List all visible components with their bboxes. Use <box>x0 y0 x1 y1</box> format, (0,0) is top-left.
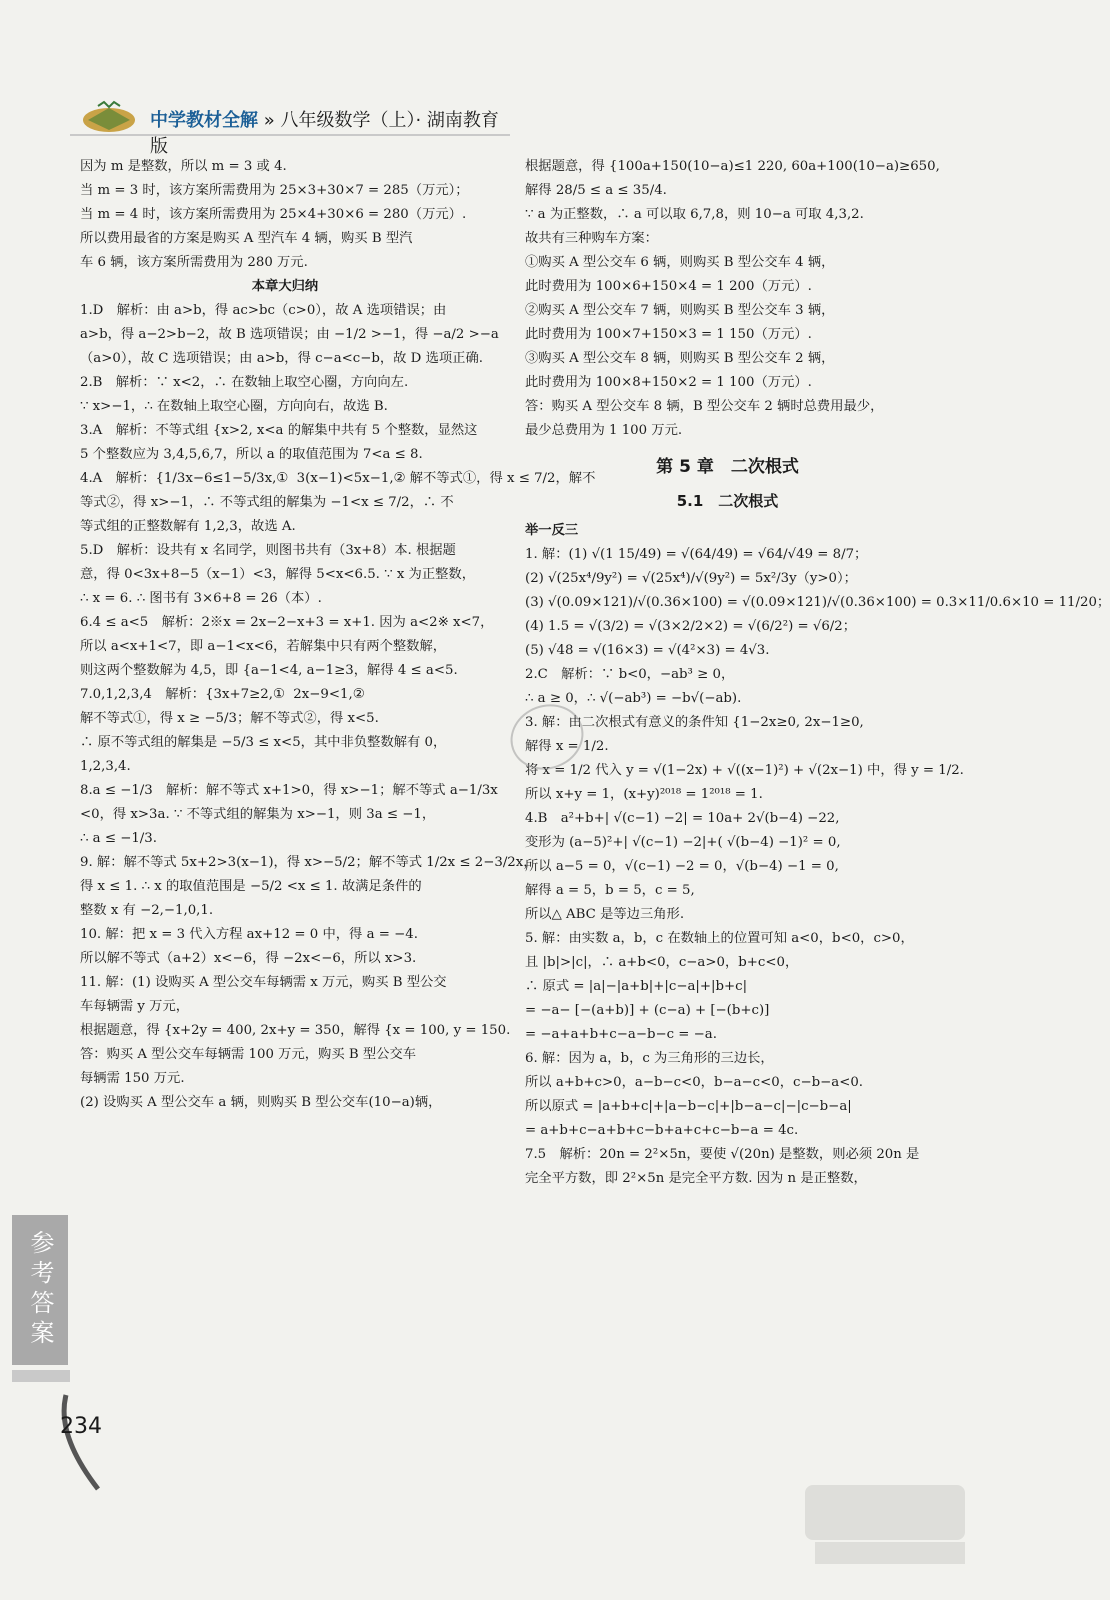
text-line: 所以 a<x+1<7，即 a−1<x<6，若解集中只有两个整数解， <box>80 639 447 654</box>
text-line: 所以费用最省的方案是购买 A 型汽车 4 辆，购买 B 型汽 <box>80 231 413 246</box>
text-line: 每辆需 150 万元. <box>80 1071 185 1086</box>
text-line: 将 x = 1/2 代入 y = √(1−2x) + √((x−1)²) + √(2x−1) 中，得 y = 1/2. <box>525 763 964 778</box>
text-line: 7.0,1,2,3,4 解析：{3x+7≥2,① 2x−9<1,② <box>80 687 365 702</box>
text-line: 意，得 0<3x+8−5（x−1）<3，解得 5<x<6.5. ∵ x 为正整数， <box>80 567 476 582</box>
text-line: 7.5 解析：20n = 2²×5n，要使 √(20n) 是整数，则必须 20n 是 <box>525 1147 920 1162</box>
text-line: 2.C 解析：∵ b<0，−ab³ ≥ 0， <box>525 667 735 682</box>
text-line: 第 5 章 二次根式 <box>656 457 799 477</box>
text-line: 2.B 解析：∵ x<2，∴ 在数轴上取空心圈，方向向左. <box>80 375 409 390</box>
text-line: 完全平方数，即 2²×5n 是完全平方数. 因为 n 是正整数， <box>525 1171 867 1186</box>
text-line: 举一反三 <box>525 523 579 538</box>
text-line: 解得 x = 1/2. <box>525 739 609 754</box>
text-line: ③购买 A 型公交车 8 辆，则购买 B 型公交车 2 辆， <box>525 351 835 366</box>
text-line: ∴ a ≤ −1/3. <box>80 831 157 846</box>
text-line: 故共有三种购车方案： <box>525 231 658 246</box>
text-line: 4.A 解析：{1/3x−6≤1−5/3x,① 3(x−1)<5x−1,② 解不等式①，得 x ≤ 7/2，解不 <box>80 471 596 486</box>
text-line: 此时费用为 100×7+150×3 = 1 150（万元）. <box>525 327 812 342</box>
text-line: 所以解不等式（a+2）x<−6，得 −2x<−6，所以 x>3. <box>80 951 417 966</box>
text-line: 6.4 ≤ a<5 解析：2※x = 2x−2−x+3 = x+1. 因为 a<2※ x<7， <box>80 615 494 630</box>
text-line: ①购买 A 型公交车 6 辆，则购买 B 型公交车 4 辆， <box>525 255 835 270</box>
text-line: 整数 x 有 −2,−1,0,1. <box>80 903 214 918</box>
header-separator-icon: » <box>263 110 275 131</box>
text-line: = −a− [−(a+b)] + (c−a) + [−(b+c)] <box>525 1003 770 1018</box>
text-line: 所以原式 = |a+b+c|+|a−b−c|+|b−a−c|−|c−b−a| <box>525 1099 852 1114</box>
text-line: (3) √(0.09×121)/√(0.36×100) = √(0.09×121)/√(0.36×100) = 0.3×11/0.6×10 = 11/20； <box>525 595 1110 610</box>
text-line: 此时费用为 100×8+150×2 = 1 100（万元）. <box>525 375 812 390</box>
header-title <box>150 106 510 158</box>
text-line: (2) √(25x⁴/9y²) = √(25x⁴)/√(9y²) = 5x²/3y（y>0）； <box>525 571 857 586</box>
text-line: (4) 1.5 = √(3/2) = √(3×2/2×2) = √(6/2²) = √6/2； <box>525 619 857 634</box>
text-line: ②购买 A 型公交车 7 辆，则购买 B 型公交车 3 辆， <box>525 303 835 318</box>
header-rule <box>70 134 510 136</box>
text-line: 5 个整数应为 3,4,5,6,7，所以 a 的取值范围为 7<a ≤ 8. <box>80 447 423 462</box>
text-line: ∵ a 为正整数，∴ a 可以取 6,7,8，则 10−a 可取 4,3,2. <box>525 207 864 222</box>
text-line: 5.1 二次根式 <box>676 492 779 510</box>
text-line: ∴ x = 6. ∴ 图书有 3×6+8 = 26（本）. <box>80 591 322 606</box>
text-line: 车每辆需 y 万元， <box>80 999 190 1014</box>
text-line: 所以△ ABC 是等边三角形. <box>525 907 685 922</box>
text-line: 3.A 解析：不等式组 {x>2, x<a 的解集中共有 5 个整数，显然这 <box>80 423 478 438</box>
text-line: 5. 解：由实数 a，b，c 在数轴上的位置可知 a<0，b<0，c>0， <box>525 931 914 946</box>
text-line: 4.B a²+b+| √(c−1) −2| = 10a+ 2√(b−4) −22, <box>525 811 840 826</box>
text-line: 根据题意，得 {100a+150(10−a)≤1 220, 60a+100(10−a)≥650, <box>525 159 940 174</box>
text-line: 5.D 解析：设共有 x 名同学，则图书共有（3x+8）本. 根据题 <box>80 543 456 558</box>
book-logo-icon <box>80 100 138 134</box>
text-line: a>b，得 a−2>b−2，故 B 选项错误；由 −1/2 >−1，得 −a/2 >−a <box>80 327 499 342</box>
text-line: ∵ x>−1，∴ 在数轴上取空心圈，方向向右，故选 B. <box>80 399 388 414</box>
text-line: 本章大归纳 <box>251 279 319 294</box>
text-line: ∴ 原不等式组的解集是 −5/3 ≤ x<5，其中非负整数解有 0， <box>80 735 447 750</box>
watermark-logo-icon <box>795 1480 975 1570</box>
text-line: 当 m = 3 时，该方案所需费用为 25×3+30×7 = 285（万元）； <box>80 183 469 198</box>
text-line: 车 6 辆，该方案所需费用为 280 万元. <box>80 255 308 270</box>
text-line: 答：购买 A 型公交车每辆需 100 万元，购买 B 型公交车 <box>80 1047 417 1062</box>
page-corner-stroke-icon <box>52 1385 112 1495</box>
text-line: 8.a ≤ −1/3 解析：解不等式 x+1>0，得 x>−1；解不等式 a−1/3x <box>80 783 498 798</box>
text-line: 则这两个整数解为 4,5，即 {a−1<4, a−1≥3，解得 4 ≤ a<5. <box>80 663 458 678</box>
text-line: (5) √48 = √(16×3) = √(4²×3) = 4√3. <box>525 643 770 658</box>
text-line: ∴ 原式 = |a|−|a+b|+|c−a|+|b+c| <box>525 979 748 994</box>
text-line: 所以 x+y = 1，(x+y)²⁰¹⁸ = 1²⁰¹⁸ = 1. <box>525 787 763 802</box>
text-line: 解得 28/5 ≤ a ≤ 35/4. <box>525 183 667 198</box>
text-line: = −a+a+b+c−a−b−c = −a. <box>525 1027 717 1042</box>
text-line: 根据题意，得 {x+2y = 400, 2x+y = 350，解得 {x = 100, y = 150. <box>80 1023 511 1038</box>
text-line: (2) 设购买 A 型公交车 a 辆，则购买 B 型公交车(10−a)辆， <box>80 1095 442 1110</box>
text-line: 最少总费用为 1 100 万元. <box>525 423 683 438</box>
page-number: 234 <box>60 1414 102 1439</box>
text-line: 等式组的正整数解有 1,2,3，故选 A. <box>80 519 296 534</box>
text-line: 此时费用为 100×6+150×4 = 1 200（万元）. <box>525 279 812 294</box>
right-column <box>525 155 1110 1191</box>
text-line: 11. 解：(1) 设购买 A 型公交车每辆需 x 万元，购买 B 型公交 <box>80 975 447 990</box>
text-line: 当 m = 4 时，该方案所需费用为 25×4+30×6 = 280（万元）. <box>80 207 467 222</box>
text-line: （a>0），故 C 选项错误；由 a>b，得 c−a<c−b，故 D 选项正确. <box>80 351 483 366</box>
side-tab: 参考答案 <box>12 1215 68 1365</box>
text-line: 10. 解：把 x = 3 代入方程 ax+12 = 0 中，得 a = −4. <box>80 927 418 942</box>
header-brand: 中学教材全解 <box>150 110 258 131</box>
text-line: 因为 m 是整数，所以 m = 3 或 4. <box>80 159 287 174</box>
text-line: 所以 a+b+c>0，a−b−c<0，b−a−c<0，c−b−a<0. <box>525 1075 864 1090</box>
text-line: 1.D 解析：由 a>b，得 ac>bc（c>0），故 A 选项错误；由 <box>80 303 447 318</box>
text-line: 答：购买 A 型公交车 8 辆，B 型公交车 2 辆时总费用最少， <box>525 399 884 414</box>
text-line: 解不等式①，得 x ≥ −5/3；解不等式②，得 x<5. <box>80 711 379 726</box>
text-line: 1. 解：(1) √(1 15/49) = √(64/49) = √64/√49 = 8/7； <box>525 547 868 562</box>
text-line: 3. 解：由二次根式有意义的条件知 {1−2x≥0, 2x−1≥0, <box>525 715 864 730</box>
text-line: = a+b+c−a+b+c−b+a+c+c−b−a = 4c. <box>525 1123 799 1138</box>
text-line: 且 |b|>|c|，∴ a+b<0，c−a>0，b+c<0， <box>525 955 799 970</box>
text-line: 得 x ≤ 1. ∴ x 的取值范围是 −5/2 <x ≤ 1. 故满足条件的 <box>80 879 422 894</box>
text-line: 1,2,3,4. <box>80 759 131 774</box>
text-line: 变形为 (a−5)²+| √(c−1) −2|+( √(b−4) −1)² = 0, <box>525 835 841 850</box>
side-tab-bar <box>12 1370 70 1382</box>
text-line: ∴ a ≥ 0，∴ √(−ab³) = −b√(−ab). <box>525 691 742 706</box>
text-line: 9. 解：解不等式 5x+2>3(x−1)，得 x>−5/2；解不等式 1/2x ≤ 2−3/2x， <box>80 855 537 870</box>
text-line: 所以 a−5 = 0，√(c−1) −2 = 0，√(b−4) −1 = 0, <box>525 859 839 874</box>
text-line: 解得 a = 5，b = 5，c = 5, <box>525 883 695 898</box>
page-header <box>70 100 510 157</box>
text-line: <0，得 x>3a. ∵ 不等式组的解集为 x>−1，则 3a ≤ −1， <box>80 807 436 822</box>
text-line: 等式②，得 x>−1，∴ 不等式组的解集为 −1<x ≤ 7/2，∴ 不 <box>80 495 454 510</box>
text-line: 6. 解：因为 a，b，c 为三角形的三边长， <box>525 1051 774 1066</box>
header-subtitle: 八年级数学（上）· 湖南教育版 <box>150 110 499 157</box>
